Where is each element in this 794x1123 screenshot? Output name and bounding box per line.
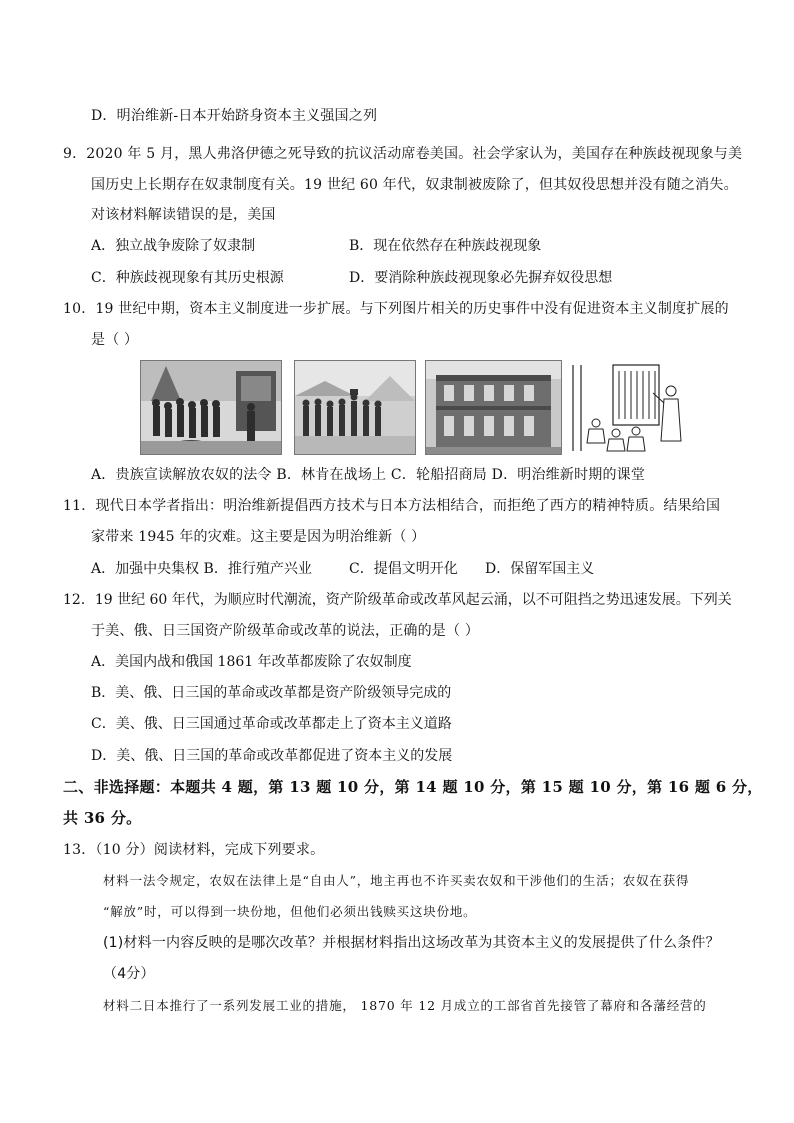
q9-stem-line-1: 9．2020 年 5 月，黑人弗洛伊德之死导致的抗议活动席卷美国。社会学家认为，美国存在种族歧视现象与美 xyxy=(63,146,743,162)
q8-option-d: D．明治维新-日本开始跻身资本主义强国之列 xyxy=(91,108,378,124)
q12-stem-line-2: 于美、俄、日三国资产阶级革命或改革的说法，正确的是（ ） xyxy=(91,623,480,639)
q12-option-a: A．美国内战和俄国 1861 年改革都废除了农奴制度 xyxy=(91,654,412,670)
q9-option-b: B．现在依然存在种族歧视现象 xyxy=(349,238,542,254)
q13-subquestion-1-line-2: （4分） xyxy=(103,966,155,982)
section2-heading-line-2: 共 36 分。 xyxy=(63,809,142,827)
q12-option-b: B．美、俄、日三国的革命或改革都是资产阶级领导完成的 xyxy=(91,685,452,701)
q10-options: A．贵族宣读解放农奴的法令 B．林肯在战场上 C．轮船招商局 D．明治维新时期的课堂 xyxy=(91,467,646,483)
q9-option-d: D．要消除种族歧视现象必先摒弃奴役思想 xyxy=(349,270,613,286)
section2-heading-line-1: 二、非选择题：本题共 4 题，第 13 题 10 分，第 14 题 10 分，第 15 题 10 分，第 16 题 6 分， xyxy=(63,778,763,796)
q9-stem-line-2: 国历史上长期存在奴隶制度有关。19 世纪 60 年代，奴隶制被废除了，但其奴役思想并没有随之消失。 xyxy=(91,177,738,193)
q13-subquestion-1-line-1: (1)材料一内容反映的是哪次改革？并根据材料指出这场改革为其资本主义的发展提供了什么条件？ xyxy=(103,935,720,951)
q12-option-d: D．美、俄、日三国的革命或改革都促进了资本主义的发展 xyxy=(91,748,453,764)
q9-stem-line-3: 对该材料解读错误的是，美国 xyxy=(91,207,276,223)
photo-meiji-classroom xyxy=(570,360,684,455)
q13-material2-line-1: 材料二日本推行了一系列发展工业的措施， 1870 年 12 月成立的工部省首先接管了幕府和各藩经营的 xyxy=(103,998,707,1013)
photo-merchants-bureau xyxy=(425,360,562,455)
q13-stem: 13．（10 分）阅读材料，完成下列要求。 xyxy=(63,842,325,858)
q11-stem-line-2: 家带来 1945 年的灾难。这主要是因为明治维新（ ） xyxy=(91,529,426,545)
q10-stem-line-1: 10．19 世纪中期，资本主义制度进一步扩展。与下列图片相关的历史事件中没有促进资本主义制度扩展的 xyxy=(63,301,729,317)
q13-material1-line-2: “解放”时，可以得到一块份地，但他们必须出钱赎买这块份地。 xyxy=(103,904,477,919)
photo-lincoln-battlefield xyxy=(294,360,416,455)
q11-option-c: C．提倡文明开化 xyxy=(349,561,458,577)
q11-option-ab: A．加强中央集权 B．推行殖产兴业 xyxy=(91,561,312,577)
q10-stem-line-2: 是（ ） xyxy=(91,332,139,348)
q12-stem-line-1: 12．19 世纪 60 年代，为顺应时代潮流，资产阶级革命或改革风起云涌，以不可阻挡之势迅速发展。下列关 xyxy=(63,592,732,608)
q11-option-d: D．保留军国主义 xyxy=(485,561,595,577)
q12-option-c: C．美、俄、日三国通过革命或改革都走上了资本主义道路 xyxy=(91,716,452,732)
q13-material1-line-1: 材料一法令规定，农奴在法律上是“自由人”，地主再也不许买卖农奴和干涉他们的生活；农奴在获得 xyxy=(103,873,690,888)
q11-stem-line-1: 11．现代日本学者指出：明治维新提倡西方技术与日本方法相结合，而拒绝了西方的精神特质。结果给国 xyxy=(63,498,721,514)
q9-option-a: A．独立战争废除了奴隶制 xyxy=(91,238,256,254)
photo-emancipation-decree xyxy=(140,360,282,455)
q9-option-c: C．种族歧视现象有其历史根源 xyxy=(91,270,284,286)
